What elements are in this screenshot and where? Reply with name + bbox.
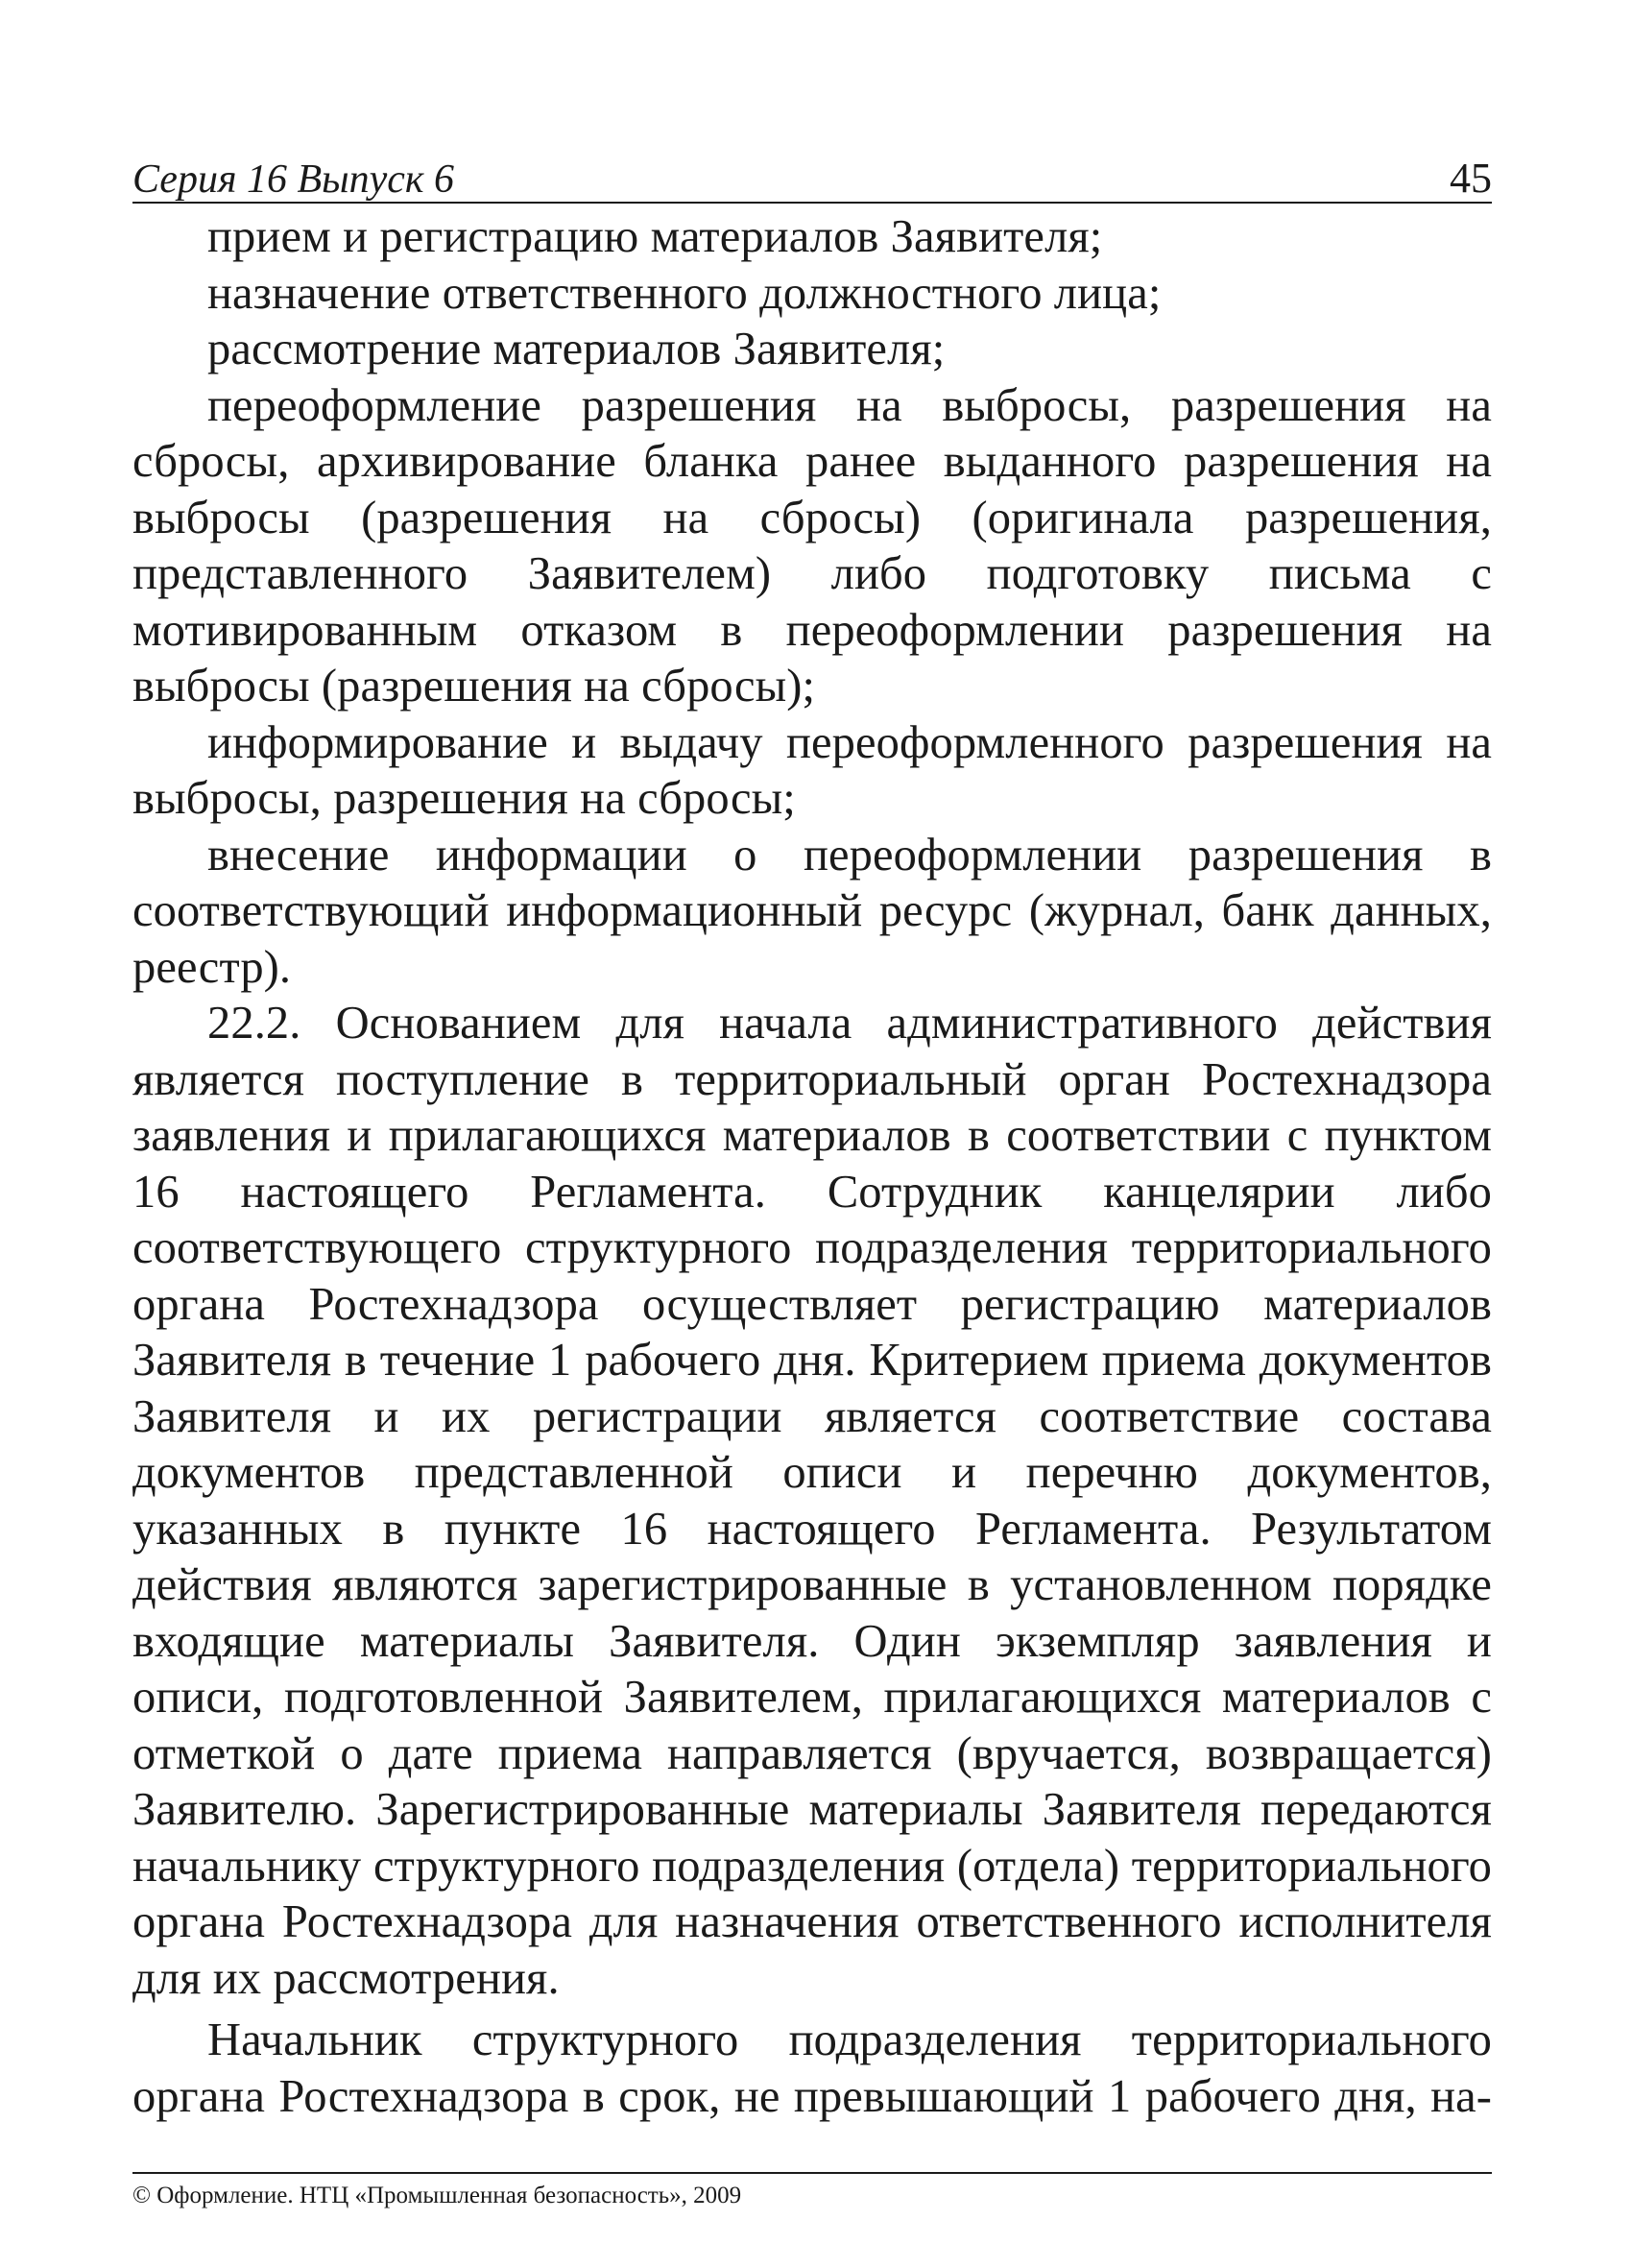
paragraph: Начальник структурного подразделения территориального органа Ростехнадзора в срок, не превышающий 1 рабочего дня, на- [132, 2015, 1492, 2122]
paragraph: переоформление разрешения на выбросы, разрешения на сбросы, архивирование бланка ранее выданного разрешения на выбросы (разрешения на сбросы) (оригинала разрешения, представленного Заявителем) либо подготовку письма с мотивированным отказом в переоформлении разрешения на выбросы (разрешения на сбросы); [132, 379, 1492, 712]
running-head [132, 144, 1492, 204]
footer-copyright: © Оформление. НТЦ «Промышленная безопасность», 2009 [132, 2172, 1492, 2210]
paragraph: назначение ответственного должностного лица; [207, 267, 1162, 319]
page-number: 45 [1450, 155, 1492, 202]
paragraph: 22.2. Основанием для начала административного действия является поступление в территориальный орган Ростехнадзора заявления и прилагающихся материалов в соответствии с пунктом 16 настоящего Регламента. Сотрудник канцелярии либо соответствующего структурного подразделения территориального органа Ростехнадзора осуществляет регистрацию материалов Заявителя в течение 1 рабочего дня. Критерием приема документов Заявителя и их регистрации является соответствие состава документов представленной описи и перечню документов, указанных в пункте 16 настоящего Регламента. Результатом действия являются зарегистрированные в установленном порядке входящие материалы Заявителя. Один экземпляр заявления и описи, подготовленной Заявителем, прилагающихся материалов с отметкой о дате приема направляется (вручается, возвращается) Заявителю. Зарегистрированные материалы Заявителя передаются начальнику структурного подразделения (отдела) территориального органа Ростехнадзора для назначения ответственного исполнителя для их рассмотрения. [132, 998, 1492, 2004]
paragraph: внесение информации о переоформлении разрешения в соответствующий информационный ресурс (журнал, банк данных, реестр). [132, 829, 1492, 993]
paragraph: рассмотрение материалов Заявителя; [207, 324, 946, 374]
page [132, 144, 1492, 2125]
paragraph: информирование и выдачу переоформленного разрешения на выбросы, разрешения на сбросы; [132, 716, 1492, 824]
series-title: Серия 16 Выпуск 6 [132, 157, 454, 202]
body-text [132, 209, 1492, 2125]
paragraph: прием и регистрацию материалов Заявителя; [207, 211, 1103, 262]
